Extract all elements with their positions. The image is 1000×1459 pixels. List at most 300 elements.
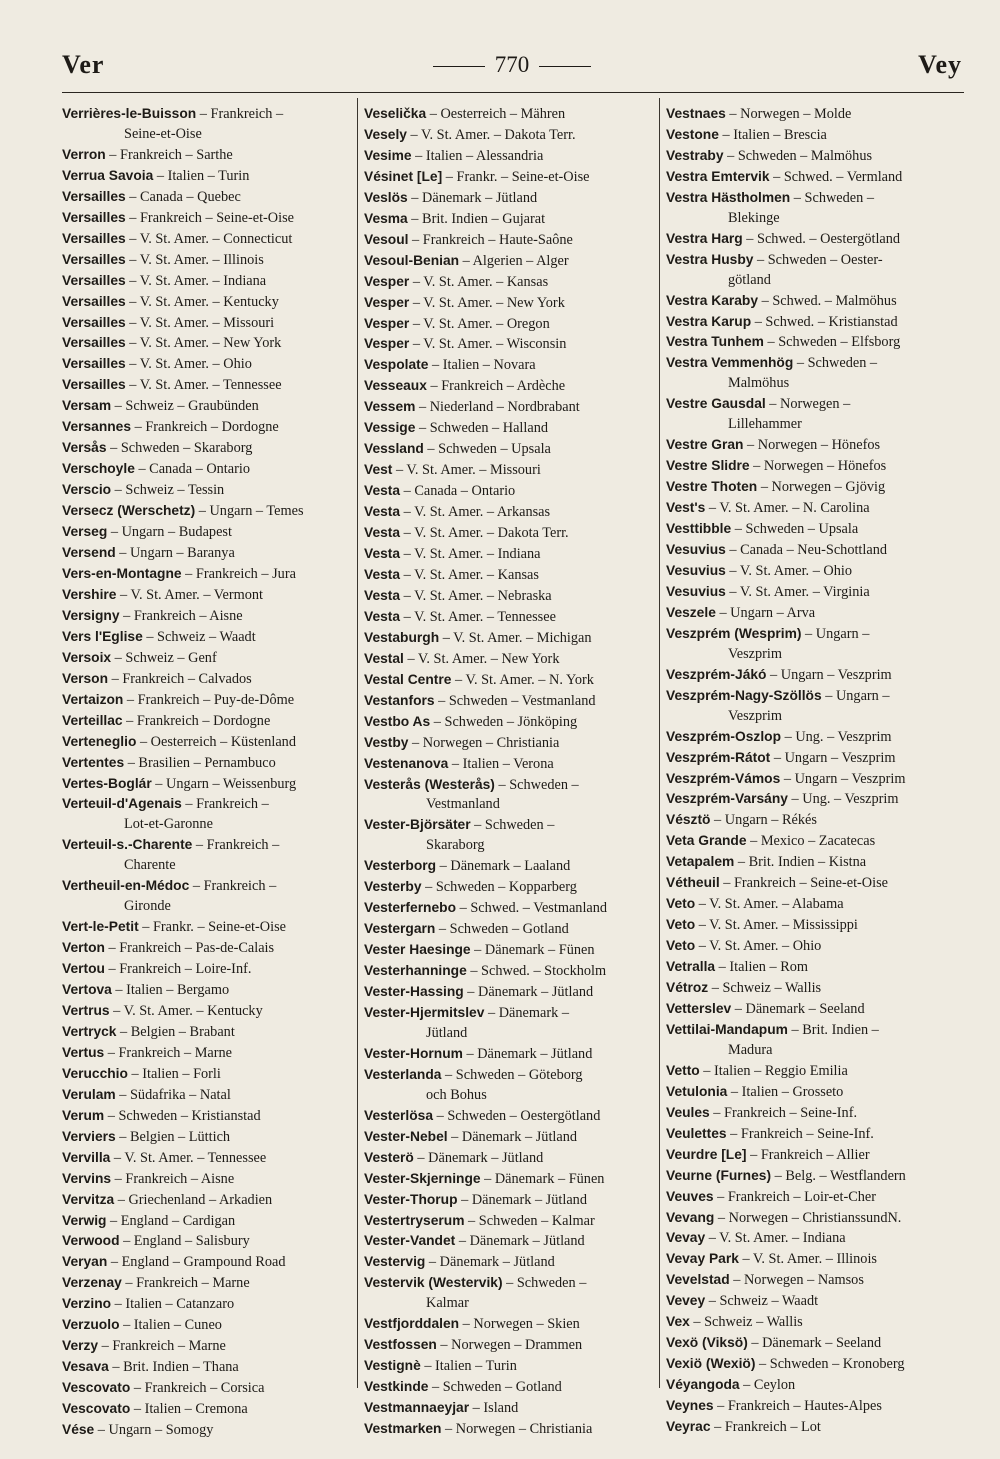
entry-headword: Versailles — [62, 188, 126, 204]
entry-headword: Veszprém-Rátot — [666, 749, 771, 765]
entry-location: – Frankreich – — [181, 796, 269, 813]
gazetteer-entry — [62, 1106, 354, 1127]
entry-location: – V. St. Amer. – Tennessee — [110, 1149, 267, 1166]
entry-headword: Vesterfernebo — [364, 900, 457, 916]
entry-headword: Vertus — [62, 1044, 105, 1060]
entry-location: – Schwed. – Malmöhus — [758, 292, 897, 309]
gazetteer-entry — [62, 292, 354, 313]
entry-location: – Frankreich – Haute-Saône — [408, 231, 573, 248]
entry-headword: Vestra Emtervik — [666, 168, 770, 184]
gazetteer-entry — [666, 146, 958, 167]
entry-headword: Vesterås (Westerås) — [364, 776, 495, 792]
entry-location: – Italien – Reggio Emilia — [699, 1062, 848, 1079]
entry-location: – Italien – Novara — [428, 357, 536, 374]
gazetteer-entry — [666, 603, 958, 624]
entry-location: – Norwegen – — [765, 396, 851, 413]
entry-location: – Schweden – Skaraborg — [106, 440, 253, 457]
entry-headword: Vesta — [364, 546, 401, 562]
entries-column-1 — [62, 104, 354, 1441]
entry-headword: Vessige — [364, 420, 416, 436]
entry-headword: Vertryck — [62, 1023, 117, 1039]
entry-location: – Schweden – Kopparberg — [421, 879, 577, 896]
entry-headword: Verrua Savoia — [62, 167, 154, 183]
gazetteer-entry — [364, 733, 656, 754]
gazetteer-entry — [364, 1377, 656, 1398]
entry-headword: Versailles — [62, 335, 126, 351]
entry-location: – Brit. Indien – — [787, 1021, 879, 1038]
entry-location: – Frankreich – Seine-et-Oise — [125, 209, 295, 226]
entry-headword: Verson — [62, 670, 109, 686]
gazetteer-entry — [666, 894, 958, 915]
entry-location: – Schweden – Elfsborg — [763, 334, 901, 351]
gazetteer-entry — [62, 1169, 354, 1190]
entry-location: – Norwegen – Christiania — [408, 734, 560, 751]
entry-headword: Vesuvius — [666, 542, 726, 558]
gazetteer-entry — [364, 1231, 656, 1252]
entry-headword: Versailles — [62, 314, 126, 330]
entry-location: – Schwed. – Vermland — [769, 168, 903, 185]
page-header — [62, 50, 962, 90]
gazetteer-entry — [62, 250, 354, 271]
entry-location: – Italien – Catanzaro — [111, 1296, 235, 1313]
gazetteer-entry — [62, 396, 354, 417]
entry-headword: Vester-Thorup — [364, 1191, 458, 1207]
entry-location: – Schweden – — [790, 189, 875, 206]
entry-location: – Frankreich – — [189, 878, 277, 895]
entry-location: – Frankreich – Sarthe — [105, 146, 233, 163]
entry-location: – Schwed. – Stockholm — [466, 963, 607, 980]
entry-location: – Brasilien – Pernambuco — [124, 754, 276, 771]
entry-headword: Versailles — [62, 251, 126, 267]
entry-headword: Vettilai-Mandapum — [666, 1021, 788, 1037]
entry-headword: Versannes — [62, 419, 132, 435]
entry-headword: Veto — [666, 917, 696, 933]
entry-headword: Veszprém-Jákó — [666, 666, 767, 682]
gazetteer-entry — [364, 877, 656, 898]
gazetteer-entry — [62, 1315, 354, 1336]
entry-headword: Vestra Hästholmen — [666, 189, 791, 205]
entry-location: – Südafrika – Natal — [115, 1086, 231, 1103]
gazetteer-entry — [666, 229, 958, 250]
entry-location: – Frankreich – — [192, 837, 280, 854]
entry-headword: Vestra Karup — [666, 313, 752, 329]
entry-headword: Vesterby — [364, 879, 422, 895]
gazetteer-entry — [364, 314, 656, 335]
gazetteer-entry — [62, 959, 354, 980]
gazetteer-entry — [62, 648, 354, 669]
entry-location-continued: götland — [728, 271, 771, 288]
entry-location: – V. St. Amer. – New York — [403, 650, 560, 667]
entry-headword: Versailles — [62, 272, 126, 288]
entry-location: – England – Cardigan — [106, 1212, 236, 1229]
entry-headword: Vesely — [364, 126, 407, 142]
entry-headword: Verteuil-s.-Charente — [62, 837, 193, 853]
entry-location: – Niederland – Nordbrabant — [415, 399, 580, 416]
gazetteer-entry — [364, 544, 656, 565]
entry-location: – Canada – Ontario — [134, 461, 251, 478]
entry-location-continued: Gironde — [124, 898, 171, 915]
gazetteer-entry — [666, 1312, 958, 1333]
entry-headword: Verviers — [62, 1128, 116, 1144]
entry-headword: Verucchio — [62, 1065, 128, 1081]
entry-headword: Veryan — [62, 1254, 108, 1270]
entry-location-continued: Kalmar — [426, 1295, 469, 1312]
entry-location: – Schweden – Göteborg — [441, 1066, 583, 1083]
gazetteer-entry — [364, 334, 656, 355]
entry-headword: Veules — [666, 1104, 710, 1120]
entry-location: – Brit. Indien – Thana — [108, 1359, 239, 1376]
entry-headword: Vestervik (Westervik) — [364, 1275, 503, 1291]
entry-location: – Schwed. – Vestmanland — [456, 900, 608, 917]
gazetteer-entry — [666, 1396, 958, 1417]
entry-location: – Schweiz – Waadt — [705, 1293, 819, 1310]
entry-headword: Veuves — [666, 1188, 714, 1204]
entry-headword: Vestmarken — [364, 1421, 442, 1437]
gazetteer-entry — [62, 480, 354, 501]
gazetteer-entry — [364, 607, 656, 628]
gazetteer-entry — [364, 565, 656, 586]
entry-location: – Frankreich – Allier — [746, 1146, 870, 1163]
gazetteer-entry — [62, 917, 354, 938]
gazetteer-entry — [666, 727, 958, 748]
entry-location: – Ungarn – Budapest — [107, 524, 232, 541]
gazetteer-entry — [62, 732, 354, 753]
gazetteer-entry — [364, 460, 656, 481]
entry-headword: Veselička — [364, 106, 427, 121]
entry-headword: Verwood — [62, 1233, 120, 1249]
gazetteer-entry — [666, 1124, 958, 1145]
entry-headword: Vestra Vemmenhög — [666, 355, 794, 371]
gazetteer-entry — [364, 898, 656, 919]
entry-location: – V. St. Amer. – Mississippi — [695, 917, 858, 934]
gazetteer-entry — [666, 665, 958, 686]
gazetteer-entry — [666, 250, 958, 291]
gazetteer-entry — [364, 523, 656, 544]
gazetteer-entry — [666, 999, 958, 1020]
entry-location: – Schweden – — [502, 1275, 587, 1292]
entry-headword: Vescovato — [62, 1401, 131, 1417]
entry-headword: Vetapalem — [666, 854, 735, 870]
gazetteer-entry — [364, 1211, 656, 1232]
gazetteer-entry — [364, 418, 656, 439]
entry-headword: Vestra Harg — [666, 230, 743, 246]
gazetteer-entry — [666, 312, 958, 333]
entry-location: – Italien – Cremona — [130, 1401, 248, 1418]
entry-location: – Schweden – — [470, 817, 555, 834]
entry-location: – Frankreich – Aisne — [119, 607, 243, 624]
entry-headword: Vesta — [364, 483, 401, 499]
entry-headword: Vertentes — [62, 754, 125, 770]
gazetteer-entry — [62, 1190, 354, 1211]
entry-headword: Véyangoda — [666, 1377, 740, 1393]
gazetteer-entry — [62, 313, 354, 334]
entry-headword: Verschoyle — [62, 461, 135, 477]
gazetteer-entry — [62, 1085, 354, 1106]
entry-location: – Ungarn – Rékés — [710, 812, 817, 829]
gazetteer-entry — [62, 166, 354, 187]
entry-location: – Oesterreich – Küstenland — [136, 733, 296, 750]
entry-headword: Vesper — [364, 336, 410, 352]
entry-location: – V. St. Amer. – Dakota Terr. — [406, 126, 576, 143]
entry-location: – Schweiz – Wallis — [689, 1314, 803, 1331]
entry-location: – England – Grampound Road — [107, 1254, 286, 1271]
entry-headword: Vessem — [364, 399, 416, 415]
entry-location: – Schweiz – Genf — [111, 649, 217, 666]
gazetteer-entry — [62, 980, 354, 1001]
gazetteer-entry — [62, 1231, 354, 1252]
gazetteer-entry — [364, 1190, 656, 1211]
entry-location: – V. St. Amer. – Kentucky — [125, 293, 279, 310]
entry-headword: Versam — [62, 398, 112, 414]
entry-location: – V. St. Amer. – Nebraska — [400, 587, 552, 604]
entry-location: – Schwed. – Oestergötland — [742, 230, 901, 247]
entry-location: – Dänemark – Laaland — [436, 858, 571, 875]
entry-headword: Vevang — [666, 1209, 715, 1225]
header-dash-right — [539, 66, 591, 67]
entry-location: – Griechenland – Arkadien — [114, 1191, 273, 1208]
entry-location: – Schweden – Kronoberg — [755, 1356, 905, 1373]
gazetteer-entry — [364, 691, 656, 712]
entries-column-3 — [666, 104, 958, 1438]
entry-location: – Frankreich – Calvados — [108, 670, 252, 687]
gazetteer-entry — [666, 1375, 958, 1396]
header-right-guide-word: Vey — [918, 50, 962, 79]
entry-location: – Frankr. – Seine-et-Oise — [138, 919, 286, 936]
entry-location: – Frankreich – Lot — [710, 1419, 821, 1436]
entry-location: – Ungarn – Baranya — [115, 545, 235, 562]
gazetteer-entry — [62, 1273, 354, 1294]
gazetteer-entry — [666, 1103, 958, 1124]
gazetteer-entry — [62, 835, 354, 876]
entry-location: – Oesterreich – Mähren — [426, 106, 566, 122]
gazetteer-entry — [62, 585, 354, 606]
gazetteer-entry — [666, 1166, 958, 1187]
entry-location: – Ung. – Veszprim — [781, 728, 892, 745]
entry-headword: Vésztö — [666, 812, 711, 828]
entry-headword: Vesava — [62, 1359, 109, 1375]
gazetteer-entry — [62, 938, 354, 959]
entry-location: – Schweden – Kristianstad — [104, 1107, 261, 1124]
entry-location: – Ungarn – — [821, 687, 890, 704]
entry-location: – Norwegen – Skien — [459, 1316, 580, 1333]
entry-location: – Schweiz – Wallis — [708, 980, 822, 997]
entry-location: – Italien – Grosseto — [727, 1083, 844, 1100]
gazetteer-entry — [666, 852, 958, 873]
gazetteer-entry — [666, 456, 958, 477]
entry-headword: Veszprém-Vámos — [666, 770, 781, 786]
gazetteer-entry — [666, 498, 958, 519]
column-divider — [357, 98, 358, 1388]
entry-headword: Versecz (Werschetz) — [62, 503, 196, 519]
gazetteer-entry — [666, 1249, 958, 1270]
entry-location-continued: Lot-et-Garonne — [124, 816, 213, 833]
entry-location: – Algerien – Alger — [459, 252, 569, 269]
gazetteer-entry — [364, 1044, 656, 1065]
entry-headword: Veszele — [666, 604, 716, 620]
entry-headword: Vesoul — [364, 231, 409, 247]
entry-headword: Versailles — [62, 209, 126, 225]
entry-location: – Schweden – — [494, 776, 579, 793]
gazetteer-entry — [666, 1082, 958, 1103]
entry-headword: Vesuvius — [666, 562, 726, 578]
entry-location: – Dänemark – Jütland — [463, 984, 594, 1001]
entry-headword: Vervitza — [62, 1191, 115, 1207]
entry-location: – V. St. Amer. – Michigan — [439, 629, 592, 646]
gazetteer-entry — [62, 564, 354, 585]
entry-headword: Vest — [364, 462, 393, 478]
entry-location: – Schwed. – Kristianstad — [751, 313, 898, 330]
entry-headword: Vestanfors — [364, 692, 435, 708]
entry-headword: Vestra Karaby — [666, 292, 759, 308]
entry-headword: Vestfossen — [364, 1337, 437, 1353]
gazetteer-entry — [364, 251, 656, 272]
gazetteer-entry — [62, 375, 354, 396]
entry-location: – Norwegen – Namsos — [729, 1272, 864, 1289]
page-number-area — [62, 52, 962, 78]
entry-headword: Vestnaes — [666, 106, 726, 121]
entry-headword: Vert-le-Petit — [62, 919, 139, 935]
gazetteer-entry — [666, 1187, 958, 1208]
entry-location: – Schweden – Upsala — [423, 441, 551, 458]
entry-headword: Vesterlanda — [364, 1066, 442, 1082]
entry-location: – Ung. – Veszprim — [787, 791, 899, 808]
entry-headword: Vester-Hjermitslev — [364, 1004, 485, 1020]
entry-location: – V. St. Amer. – Illinois — [125, 251, 264, 268]
entry-location: – Schweden – Gotland — [435, 921, 569, 938]
entry-location: – Frankreich – Seine-Inf. — [726, 1125, 874, 1142]
gazetteer-entry — [666, 540, 958, 561]
entry-location: – Frankreich – Marne — [104, 1044, 233, 1061]
entry-headword: Vestre Gausdal — [666, 396, 766, 412]
gazetteer-entry — [364, 1419, 656, 1440]
entry-location: – Ungarn – Somogy — [94, 1422, 214, 1439]
gazetteer-entry — [666, 978, 958, 999]
entry-headword: Vestre Thoten — [666, 479, 758, 495]
entry-location: – V. St. Amer. – Dakota Terr. — [400, 525, 569, 542]
entry-headword: Verteneglio — [62, 733, 137, 749]
entry-headword: Vetterslev — [666, 1000, 732, 1016]
gazetteer-entry — [364, 293, 656, 314]
entry-location: – Schweiz – Waadt — [142, 628, 256, 645]
entry-headword: Vesttibble — [666, 521, 732, 537]
entry-headword: Vertaizon — [62, 691, 124, 707]
gazetteer-entry — [364, 712, 656, 733]
entry-headword: Vesper — [364, 273, 410, 289]
entry-location: – Dänemark – Jütland — [425, 1254, 555, 1271]
entry-location: – V. St. Amer. – New York — [125, 335, 282, 352]
entry-headword: Vetto — [666, 1062, 700, 1078]
entry-headword: Vestra Husby — [666, 251, 754, 267]
entry-location: – Frankreich – Corsica — [130, 1380, 265, 1397]
entry-headword: Vesta — [364, 525, 401, 541]
gazetteer-entry — [666, 769, 958, 790]
gazetteer-entry — [666, 477, 958, 498]
header-left-guide-word: Ver — [62, 50, 105, 79]
entry-location: – Ungarn – Veszprim — [770, 749, 896, 766]
entry-headword: Versigny — [62, 607, 120, 623]
entry-headword: Vevey — [666, 1293, 706, 1309]
entry-location: – Dänemark – — [484, 1004, 569, 1021]
entry-location: – Italien – Rom — [715, 959, 809, 976]
entry-location-continued: Veszprim — [728, 707, 782, 724]
gazetteer-entry — [62, 1399, 354, 1420]
entry-headword: Vestaburgh — [364, 629, 440, 645]
entry-headword: Veto — [666, 938, 696, 954]
gazetteer-entry — [62, 522, 354, 543]
entry-location: – Norwegen – Drammen — [436, 1337, 583, 1354]
entry-location: – V. St. Amer. – Indiana — [125, 272, 267, 289]
entry-location: – Frankreich – Loir-et-Cher — [713, 1188, 877, 1205]
entry-headword: Verron — [62, 146, 106, 162]
entry-headword: Vestkinde — [364, 1379, 429, 1395]
entry-headword: Vers-en-Montagne — [62, 565, 182, 581]
gazetteer-entry — [364, 167, 656, 188]
entry-location-continued: Madura — [728, 1041, 773, 1058]
entry-location: – V. St. Amer. – N. York — [451, 671, 594, 688]
entry-location: – Schweiz – Graubünden — [111, 398, 259, 415]
entry-headword: Vexö (Viksö) — [666, 1335, 748, 1351]
gazetteer-entry — [364, 1252, 656, 1273]
entry-location: – Ungarn – Veszprim — [780, 770, 906, 787]
gazetteer-entry — [364, 649, 656, 670]
entry-headword: Vesime — [364, 147, 412, 163]
entry-location: – V. St. Amer. – Vermont — [116, 586, 264, 603]
entry-location: – V. St. Amer. – Ohio — [725, 562, 853, 579]
gazetteer-entry — [62, 669, 354, 690]
entry-headword: Veulettes — [666, 1125, 727, 1141]
gazetteer-entry — [62, 774, 354, 795]
gazetteer-entry — [364, 125, 656, 146]
entry-location: – V. St. Amer. – Missouri — [125, 314, 275, 331]
gazetteer-entry — [62, 417, 354, 438]
gazetteer-entry — [364, 670, 656, 691]
entry-headword: Vesta — [364, 566, 401, 582]
gazetteer-entry — [666, 873, 958, 894]
gazetteer-entry — [364, 754, 656, 775]
gazetteer-entry — [62, 1357, 354, 1378]
entry-headword: Verseg — [62, 524, 108, 540]
gazetteer-entry — [364, 146, 656, 167]
gazetteer-entry — [666, 915, 958, 936]
entry-headword: Veszprém-Nagy-Szöllös — [666, 687, 822, 703]
entry-location: – Canada – Ontario — [400, 483, 516, 500]
gazetteer-entry — [666, 167, 958, 188]
entry-headword: Vertrus — [62, 1002, 110, 1018]
page-number: 770 — [494, 52, 530, 77]
entry-headword: Vesta — [364, 587, 401, 603]
entry-location: – V. St. Amer. – Indiana — [705, 1230, 846, 1247]
gazetteer-entry — [666, 936, 958, 957]
entry-headword: Vester-Vandet — [364, 1233, 456, 1249]
entry-location: – Schweden – Oester- — [753, 251, 883, 268]
entry-headword: Vespolate — [364, 357, 429, 373]
gazetteer-entry — [666, 519, 958, 540]
gazetteer-entry — [364, 1106, 656, 1127]
entry-location-continued: Vestmanland — [426, 796, 500, 813]
entry-headword: Versoix — [62, 649, 112, 665]
gazetteer-entry — [62, 876, 354, 917]
entry-headword: Vestby — [364, 734, 409, 750]
gazetteer-entry — [62, 104, 354, 145]
entry-headword: Vestra Tunhem — [666, 334, 764, 350]
gazetteer-entry — [364, 815, 656, 856]
entry-location: – V. St. Amer. – Connecticut — [125, 230, 293, 247]
gazetteer-entry — [666, 686, 958, 727]
entry-headword: Vestertryserum — [364, 1212, 465, 1228]
entry-location: – Norwegen – ChristianssundN. — [714, 1209, 902, 1226]
entry-headword: Vetulonia — [666, 1083, 728, 1099]
entry-location: – Canada – Quebec — [125, 188, 241, 205]
